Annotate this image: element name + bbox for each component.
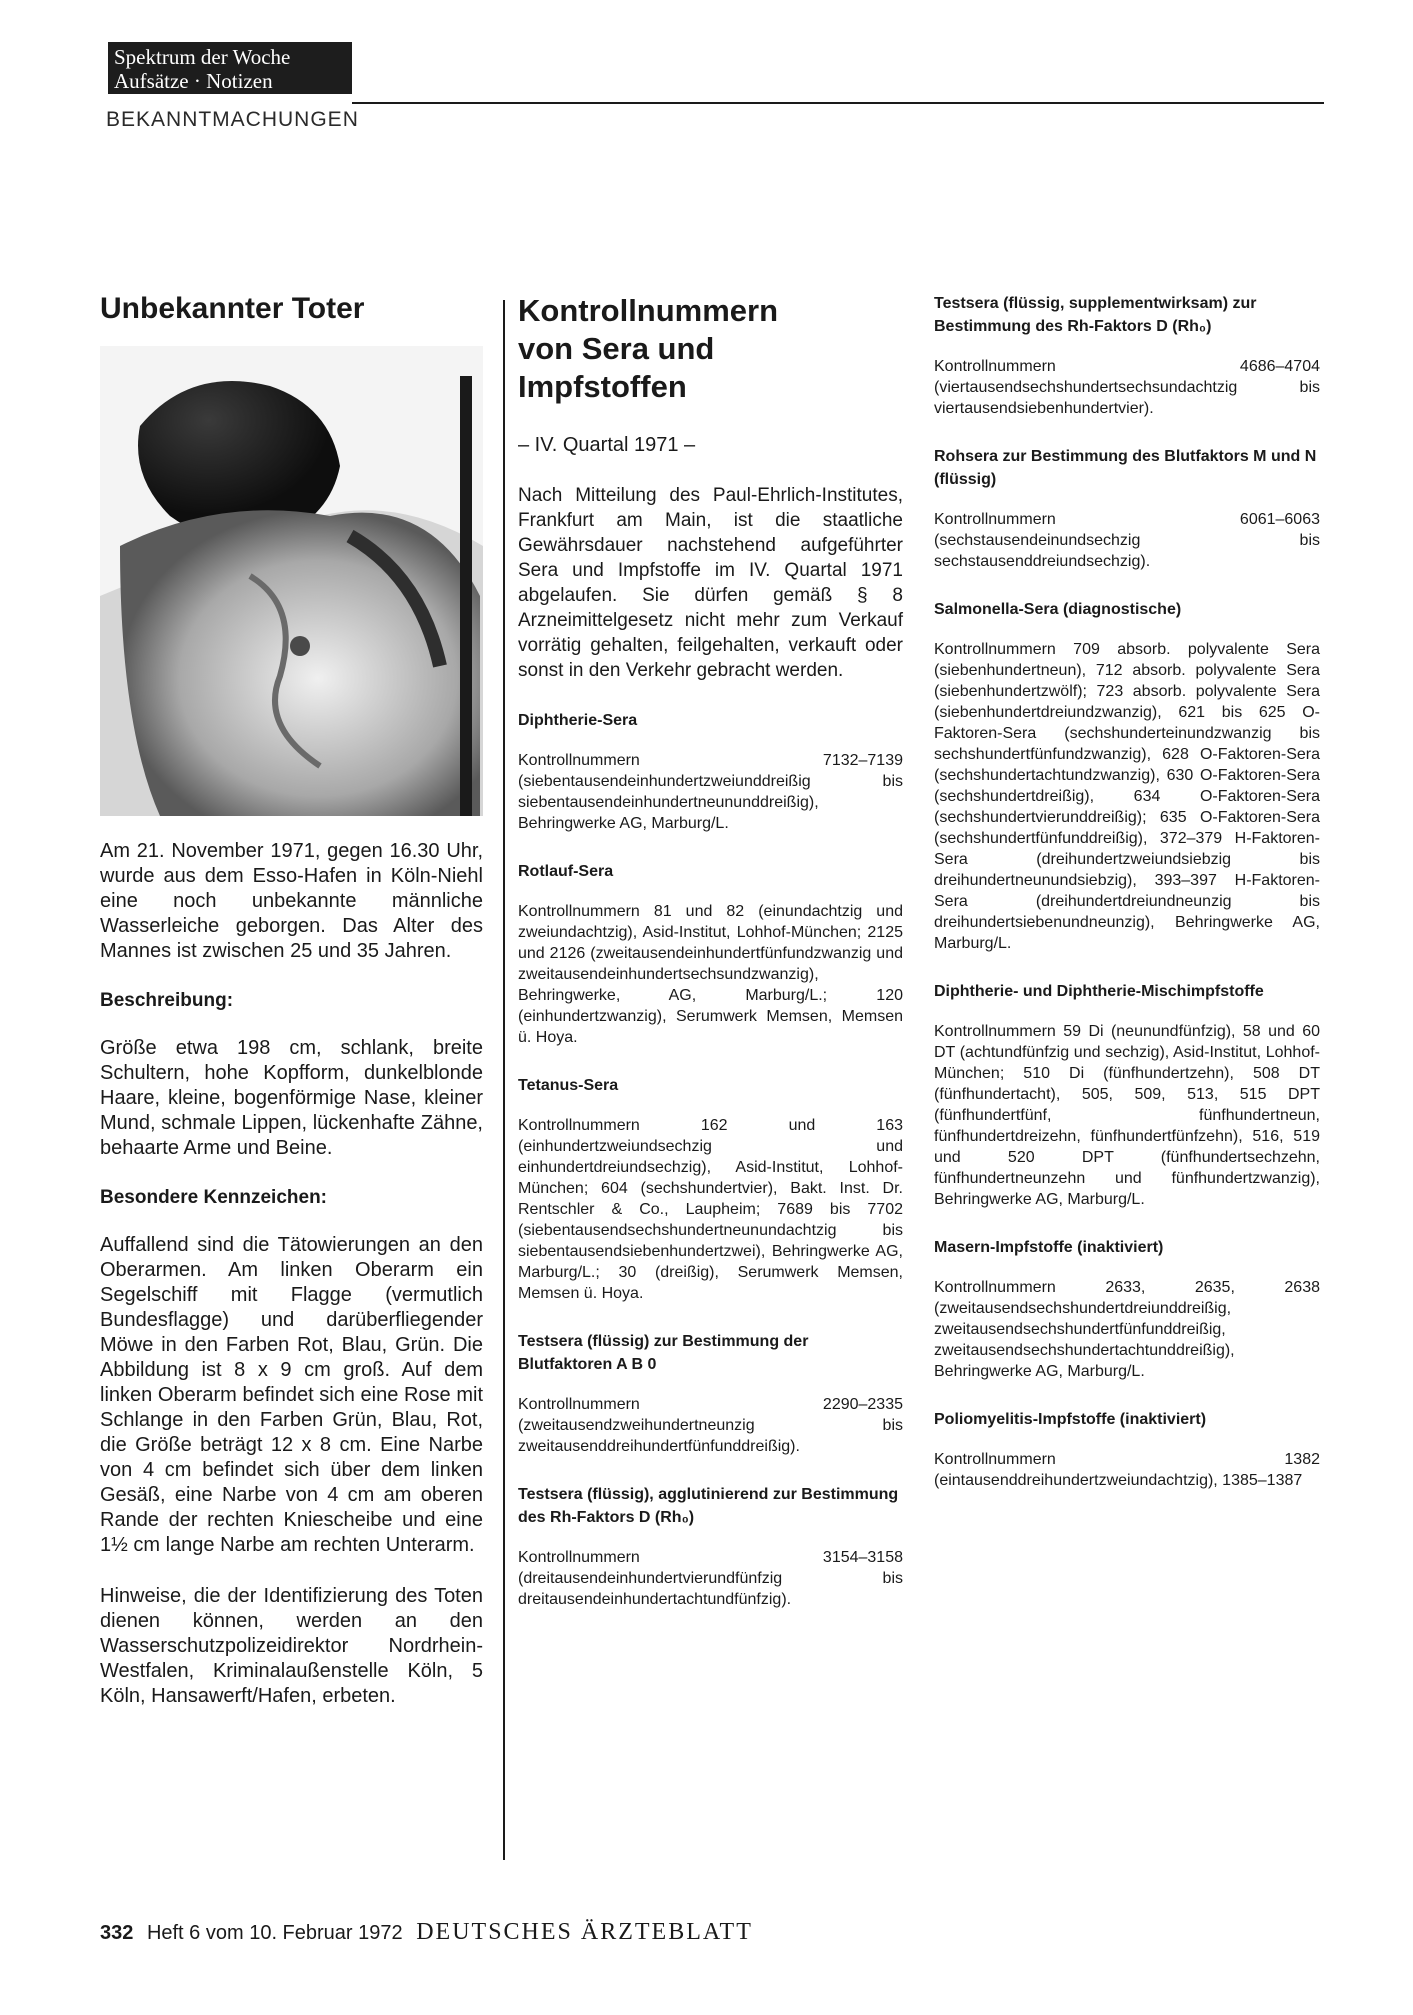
publication-name: DEUTSCHES ÄRZTEBLATT [416, 1919, 753, 1945]
section-heading: Testsera (flüssig), agglutinierend zur Bestimmung des Rh-Faktors D (Rh₀) [518, 1486, 899, 1526]
section-heading: Salmonella-Sera (diagnostische) [934, 601, 1182, 618]
photo-unknown-deceased [100, 346, 483, 816]
section-text: Kontrollnummern 59 Di (neunundfünfzig), 58 und 60 DT (achtundfünfzig und sechzig), Asid-Institut, Lohhof-München; 510 Di (fünfhundertzehn), 508 DT (fünfhundertacht), 505, 509, 513, 515 DPT (fünfhundertfünf, fünfhundertneun, fünfhundertdreizehn, fünfhundertfünfzehn), 516, 519 und 520 DPT (fünfhundertsechzehn, fünfhundertneunzehn und fünfhundertzwanzig), Behringwerke AG, Marburg/L. [934, 1023, 1320, 1208]
issue-info: Heft 6 vom 10. Februar 1972 [146, 1922, 403, 1944]
intro-text: Nach Mitteilung des Paul-Ehrlich-Institutes, Frankfurt am Main, ist die staatliche Gewährsdauer nachstehend aufgeführter Sera und Impfstoffe im IV. Quartal 1971 abgelaufen. Sie dürfen gemäß § 8 Arzneimittelgesetz nicht mehr zum Verkauf vorrätig gehalten, feilgehalten, verkauft oder sonst in den Verkehr gebracht werden. [518, 485, 903, 681]
section-text: Kontrollnummern 2633, 2635, 2638 (zweitausendsechshundertdreiunddreißig, zweitausendsechshundertfünfunddreißig, zweitausendsechshundertachtunddreißig), Behringwerke AG, Marburg/L. [934, 1279, 1320, 1380]
title-line-1: Kontrollnummern [518, 293, 779, 328]
section-heading: Diphtherie-Sera [518, 712, 638, 729]
page-footer [100, 1919, 753, 1946]
article-title: Unbekannter Toter [100, 292, 365, 325]
text-beschreibung: Größe etwa 198 cm, schlank, breite Schultern, hohe Kopfform, dunkelblonde Haare, kleine, bogenförmige Nase, kleiner Mund, schmale Lippen, lückenhafte Zähne, behaarte Arme und Beine. [100, 1037, 483, 1159]
section-text: Kontrollnummern 709 absorb. polyvalente Sera (siebenhundertneun), 712 absorb. polyvalente Sera (siebenhundertzwölf); 723 absorb. polyvalente Sera (siebenhundertdreiundzwanzig), 621 bis 625 O-Faktoren-Sera (sechshunderteinundzwanzig bis sechshundertfünfundzwanzig), 628 O-Faktoren-Sera (sechshundertachtundzwanzig), 630 O-Faktoren-Sera (sechshundertdreißig), 634 O-Faktoren-Sera (sechshundertvierunddreißig); 635 O-Faktoren-Sera (sechshundertfünfunddreißig), 372–379 H-Faktoren-Sera (dreihundertzweiundsiebzig bis dreihundertneunundsiebzig), 393–397 H-Faktoren-Sera (dreihundertdreiundneunzig bis dreihundertsiebenundneunzig), Behringwerke AG, Marburg/L. [934, 641, 1320, 952]
text-hinweise: Hinweise, die der Identifizierung des Toten dienen können, werden an den Wasserschutzpolizeidirektor Nordrhein-Westfalen, Kriminalaußenstelle Köln, 5 Köln, Hansawerft/Hafen, erbeten. [100, 1585, 483, 1707]
article-subtitle: – IV. Quartal 1971 – [518, 434, 696, 456]
title-line-2: von Sera und [518, 331, 715, 366]
page-number: 332 [100, 1922, 134, 1944]
text-kennzeichen: Auffallend sind die Tätowierungen an den Oberarmen. Am linken Oberarm ein Segelschiff mit Flagge (vermutlich Bundesflagge) und darüberfliegender Möwe in den Farben Rot, Blau, Grün. Die Abbildung ist 8 x 9 cm groß. Auf dem linken Oberarm befindet sich eine Rose mit Schlange in den Farben Grün, Blau, Rot, die Größe beträgt 12 x 8 cm. Eine Narbe von 4 cm befindet sich über dem linken Gesäß, eine Narbe von 4 cm am oberen Rande der rechten Kniescheibe und eine 1½ cm lange Narbe am rechten Unterarm. [100, 1234, 483, 1556]
masthead-line-1: Spektrum der Woche [114, 45, 291, 69]
section-text: Kontrollnummern 4686–4704 (viertausendsechshundertsechsundachtzig bis viertausendsiebenhundertvier). [934, 358, 1320, 417]
section-heading: Masern-Impfstoffe (inaktiviert) [934, 1239, 1164, 1256]
section-heading: Rotlauf-Sera [518, 863, 614, 880]
heading-beschreibung: Beschreibung: [100, 990, 234, 1011]
section-heading: Rohsera zur Bestimmung des Blutfaktors M und N (flüssig) [934, 448, 1317, 488]
masthead [108, 42, 352, 94]
section-text: Kontrollnummern 3154–3158 (dreitausendeinhundertvierundfünfzig bis dreitausendeinhundertachtundfünfzig). [518, 1549, 903, 1608]
intro-text: Am 21. November 1971, gegen 16.30 Uhr, wurde aus dem Esso-Hafen in Köln-Niehl eine noch unbekannte männliche Wasserleiche geborgen. Das Alter des Mannes ist zwischen 25 und 35 Jahren. [100, 840, 483, 962]
section-text: Kontrollnummern 162 und 163 (einhundertzweiundsechzig und einhundertdreiundsechzig), Asid-Institut, Lohhof-München; 604 (sechshundertvier), Bakt. Inst. Dr. Rentschler & Co., Laupheim; 7689 bis 7702 (siebentausendsechshundertneunundachtzig bis siebentausendsiebenhundertzwei), Behringwerke AG, Marburg/L.; 30 (dreißig), Serumwerk Memsen, Memsen ü. Hoya. [518, 1117, 903, 1302]
article-title [518, 292, 903, 406]
section-text: Kontrollnummern 6061–6063 (sechstausendeinundsechzig bis sechstausenddreiundsechzig). [934, 511, 1320, 570]
heading-kennzeichen: Besondere Kennzeichen: [100, 1187, 327, 1208]
section-text: Kontrollnummern 2290–2335 (zweitausendzweihundertneunzig bis zweitausenddreihundertfünfunddreißig). [518, 1396, 903, 1455]
column-divider [503, 300, 505, 1860]
article-kontrollnummern [518, 292, 903, 1636]
title-line-3: Impfstoffen [518, 369, 687, 404]
section-text: Kontrollnummern 81 und 82 (einundachtzig und zweiundachtzig), Asid-Institut, Lohhof-München; 2125 und 2126 (zweitausendeinhundertfünfundzwanzig und zweitausendeinhundertsechsundzwanzig), Behringwerke, AG, Marburg/L.; 120 (einhundertzwanzig), Serumwerk Memsen, Memsen ü. Hoya. [518, 903, 903, 1046]
section-text: Kontrollnummern 7132–7139 (siebentausendeinhundertzweiunddreißig bis siebentausendeinhundertneununddreißig), Behringwerke AG, Marburg/L. [518, 752, 903, 832]
section-heading: Poliomyelitis-Impfstoffe (inaktiviert) [934, 1411, 1207, 1428]
article-kontrollnummern-continued [934, 292, 1320, 1517]
top-rule [352, 102, 1324, 104]
section-heading: Tetanus-Sera [518, 1077, 619, 1094]
article-unbekannter-toter [100, 292, 483, 1735]
section-heading: Testsera (flüssig) zur Bestimmung der Blutfaktoren A B 0 [518, 1333, 809, 1373]
section-heading: Diphtherie- und Diphtherie-Mischimpfstoffe [934, 983, 1264, 1000]
section-label: BEKANNTMACHUNGEN [106, 108, 359, 131]
masthead-line-2: Aufsätze · Notizen [114, 69, 273, 93]
section-text: Kontrollnummern 1382 (eintausenddreihundertzweiundachtzig), 1385–1387 [934, 1451, 1320, 1489]
section-heading: Testsera (flüssig, supplementwirksam) zur Bestimmung des Rh-Faktors D (Rh₀) [934, 295, 1257, 335]
